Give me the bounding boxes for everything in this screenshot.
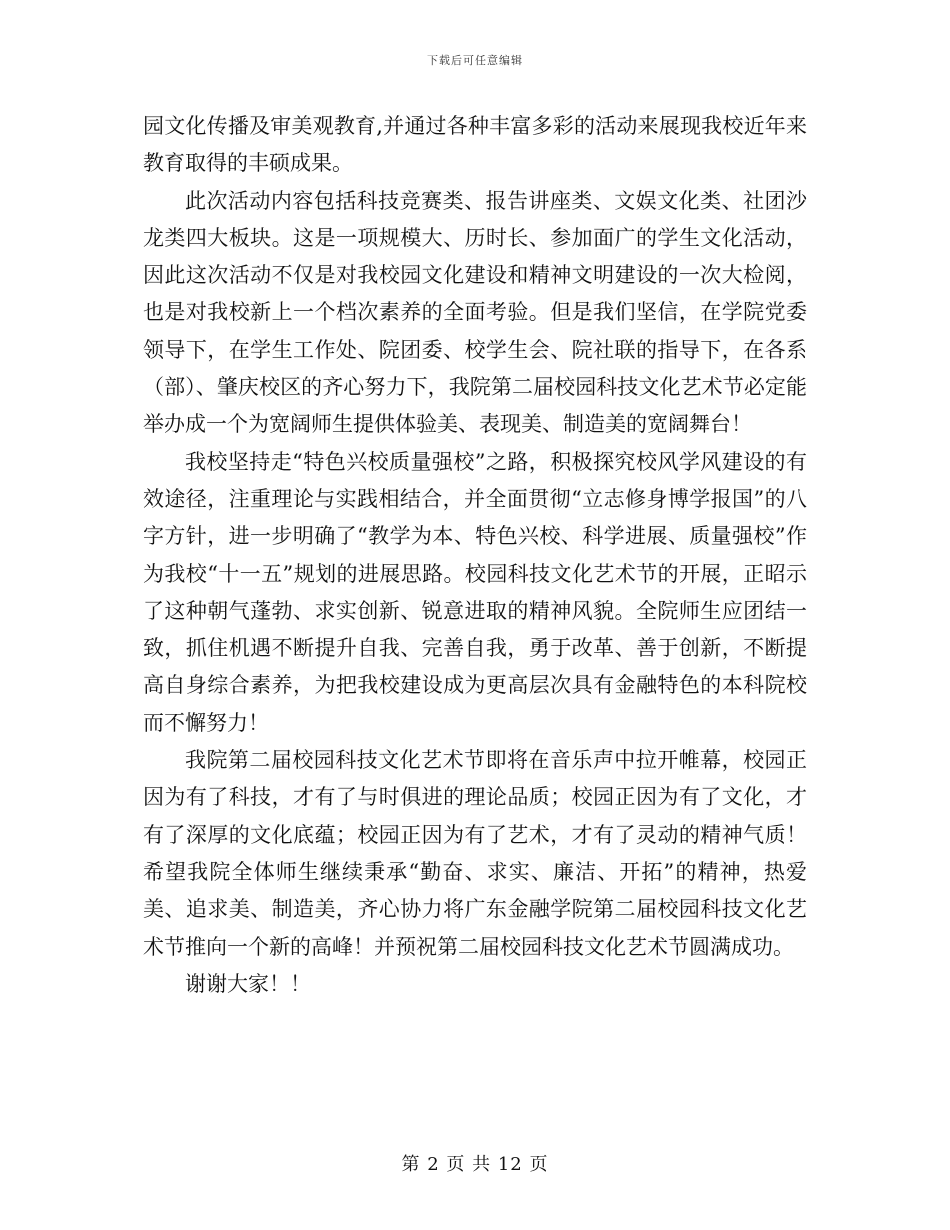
page-header: 下载后可任意编辑 [427,54,523,67]
page-footer: 第 2 页 共 12 页 [401,1154,549,1175]
paragraph-3: 我校坚持走“特色兴校质量强校”之路，积极探究校风学风建设的有效途径，注重理论与实践相结合，并全面贯彻“立志修身博学报国”的八字方针，进一步明确了“教学为本、特色兴校、科学进展、质量强校”作为我校“十一五”规划的进展思路。校园科技文化艺术节的开展，正昭示了这种朝气蓬勃、求实创新、锐意进取的精神风貌。全院师生应团结一致，抓住机遇不断提升自我、完善自我，勇于改革、善于创新，不断提高自身综合素养，为把我校建设成为更高层次具有金融特色的本科院校而不懈努力！ [143,449,807,735]
paragraph-4: 我院第二届校园科技文化艺术节即将在音乐声中拉开帷幕，校园正因为有了科技，才有了与时俱进的理论品质；校园正因为有了文化，才有了深厚的文化底蕴；校园正因为有了艺术，才有了灵动的精神气质！希望我院全体师生继续秉承“勤奋、求实、廉洁、开拓”的精神，热爱美、追求美、制造美，齐心协力将广东金融学院第二届校园科技文化艺术节推向一个新的高峰！并预祝第二届校园科技文化艺术节圆满成功。 [143,748,807,959]
document-body [143,108,807,1003]
paragraph-5: 谢谢大家！！ [185,971,311,996]
paragraph-1: 园文化传播及审美观教育,并通过各种丰富多彩的活动来展现我校近年来教育取得的丰硕成果。 [143,114,807,176]
paragraph-2: 此次活动内容包括科技竞赛类、报告讲座类、文娱文化类、社团沙龙类四大板块。这是一项规模大、历时长、参加面广的学生文化活动，因此这次活动不仅是对我校园文化建设和精神文明建设的一次大检阅，也是对我校新上一个档次素养的全面考验。但是我们坚信，在学院党委领导下，在学生工作处、院团委、校学生会、院社联的指导下，在各系（部）、肇庆校区的齐心努力下，我院第二届校园科技文化艺术节必定能举办成一个为宽阔师生提供体验美、表现美、制造美的宽阔舞台！ [143,188,807,437]
